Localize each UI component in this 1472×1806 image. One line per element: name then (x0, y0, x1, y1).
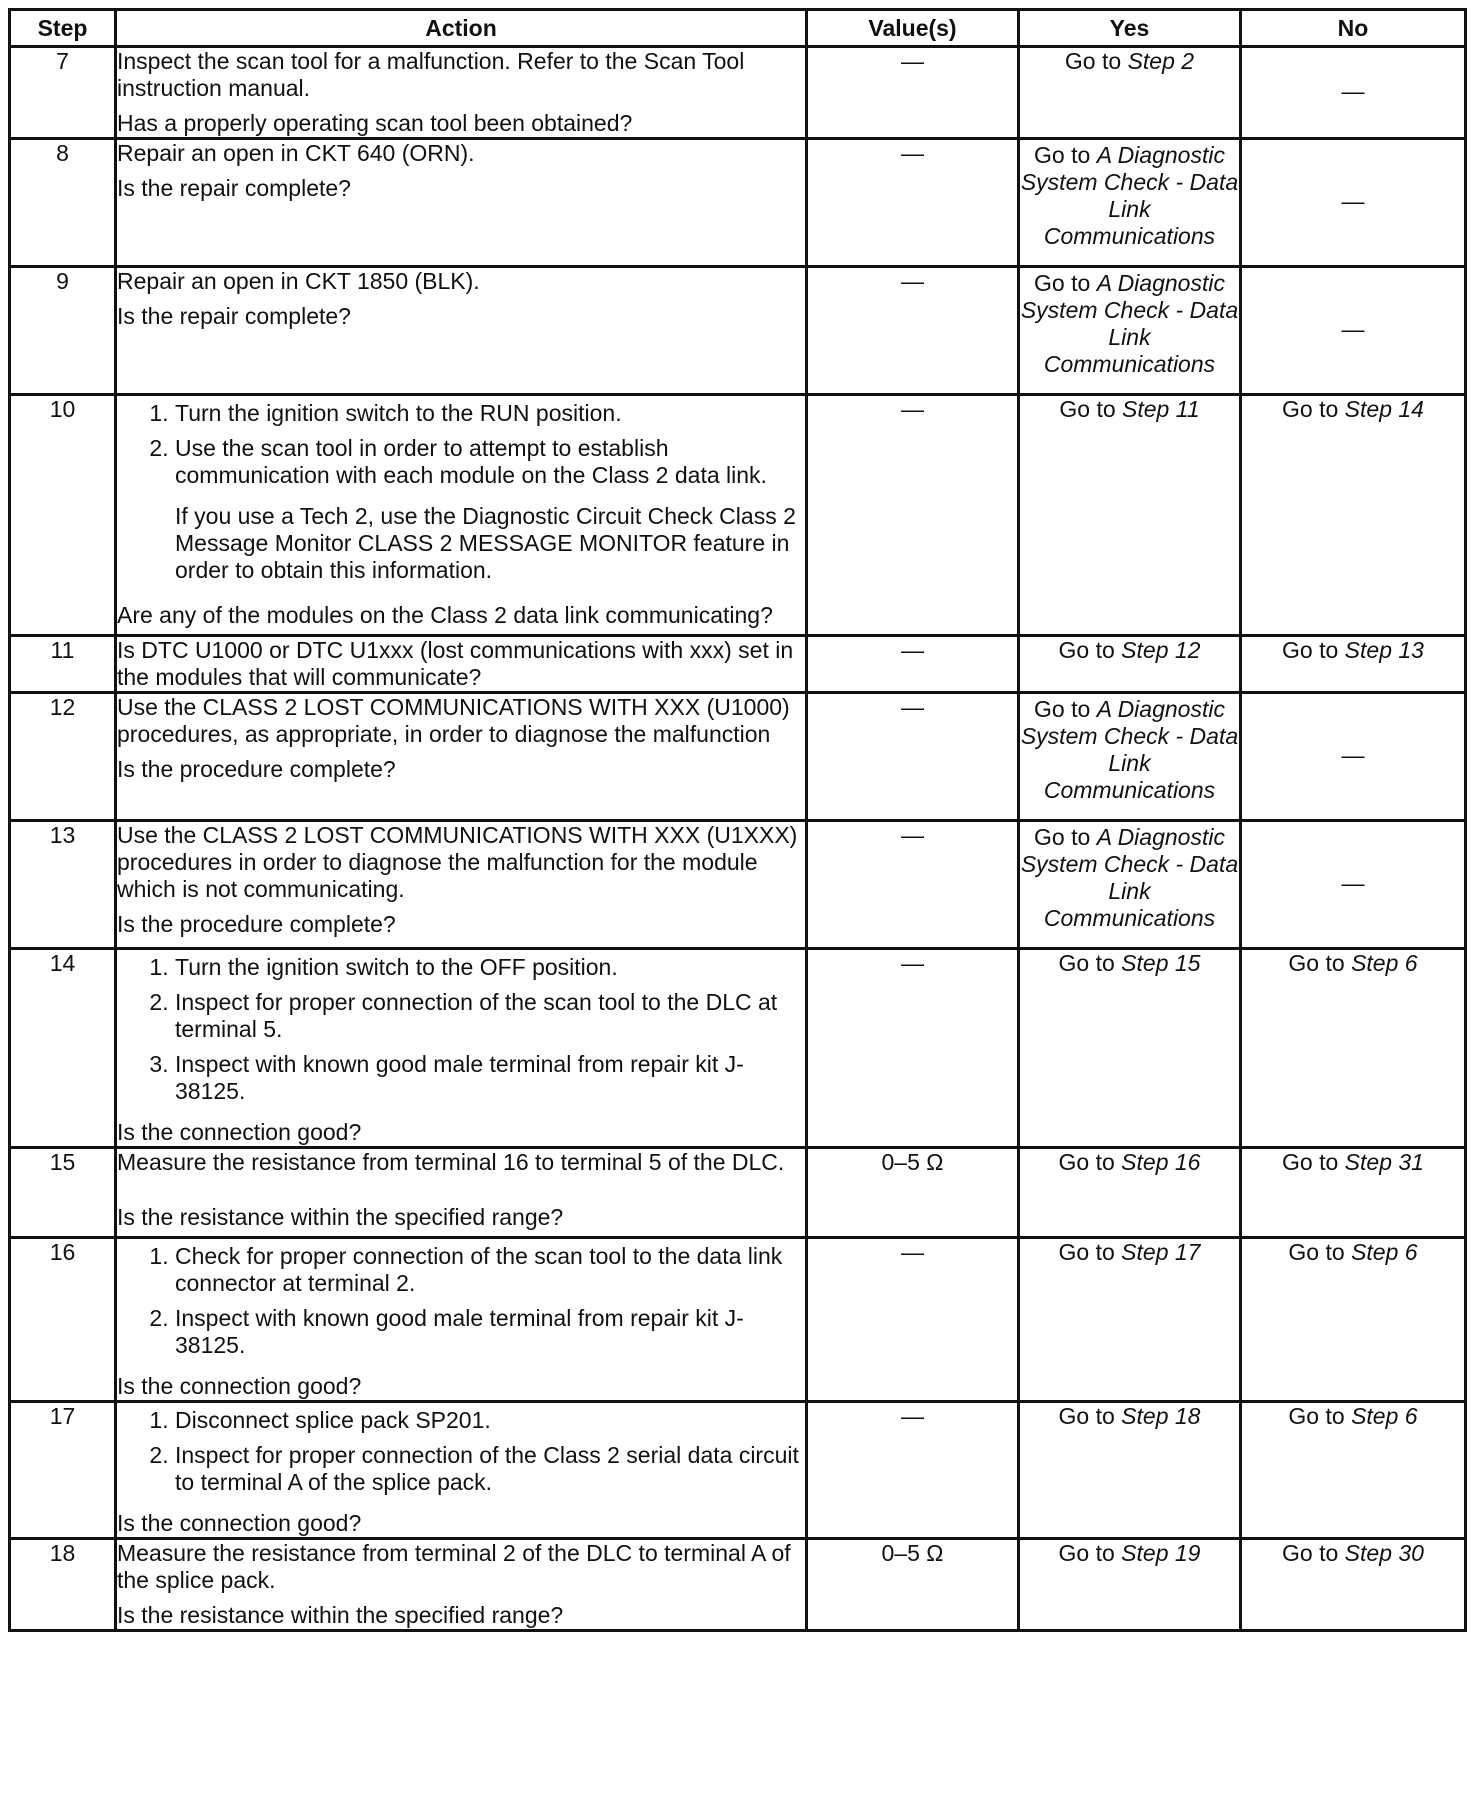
no-answer (1242, 950, 1464, 979)
action-cell (116, 395, 807, 636)
yes-answer-prefix: Go to (1058, 1149, 1122, 1175)
no-answer-prefix: Go to (1282, 637, 1345, 663)
no-answer-target[interactable]: Step 6 (1351, 1239, 1418, 1265)
yes-answer (1020, 268, 1239, 378)
step-number: 7 (10, 47, 116, 139)
action-numbered-list (117, 954, 805, 1113)
no-answer (1242, 742, 1464, 771)
no-answer-prefix: Go to (1282, 1149, 1345, 1175)
yes-answer-text (1020, 1149, 1239, 1176)
action-content (117, 396, 805, 629)
no-cell (1241, 949, 1466, 1148)
action-cell (116, 821, 807, 949)
yes-answer-prefix: Go to (1034, 142, 1097, 168)
step-number: 16 (10, 1238, 116, 1402)
no-answer-prefix: Go to (1288, 950, 1352, 976)
yes-answer-prefix: Go to (1058, 637, 1122, 663)
no-cell (1241, 1539, 1466, 1631)
no-cell (1241, 1148, 1466, 1238)
step-number: 14 (10, 949, 116, 1148)
yes-answer-target[interactable]: Step 12 (1121, 637, 1201, 663)
value-cell: — (807, 949, 1019, 1148)
action-content (117, 1403, 805, 1537)
yes-answer (1020, 822, 1239, 932)
step-number: 8 (10, 139, 116, 267)
no-cell (1241, 1238, 1466, 1402)
yes-cell (1019, 267, 1241, 395)
step-number: 10 (10, 395, 116, 636)
action-text: Inspect the scan tool for a malfunction. Refer to the Scan Tool instruction manual. (117, 48, 745, 101)
no-cell (1241, 139, 1466, 267)
yes-cell (1019, 821, 1241, 949)
header-values: Value(s) (807, 10, 1019, 47)
yes-cell (1019, 395, 1241, 636)
yes-answer-text (1020, 1403, 1239, 1430)
yes-answer (1020, 140, 1239, 250)
action-text: Measure the resistance from terminal 16 to terminal 5 of the DLC. (117, 1149, 785, 1175)
action-cell (116, 47, 807, 139)
value-cell: — (807, 693, 1019, 821)
no-answer-prefix: Go to (1288, 1239, 1352, 1265)
no-cell (1241, 395, 1466, 636)
action-text: Repair an open in CKT 640 (ORN). (117, 140, 475, 166)
yes-answer-text (1020, 142, 1239, 250)
no-answer-text (1242, 637, 1464, 664)
yes-answer-prefix: Go to (1058, 1540, 1122, 1566)
yes-answer-text (1020, 1239, 1239, 1266)
value-cell: 0–5 Ω (807, 1148, 1019, 1238)
yes-cell (1019, 693, 1241, 821)
yes-answer-prefix: Go to (1064, 48, 1128, 74)
action-cell (116, 139, 807, 267)
step-number: 18 (10, 1539, 116, 1631)
action-content (117, 1239, 805, 1400)
action-cell (116, 1148, 807, 1238)
no-answer-text (1242, 1403, 1464, 1430)
yes-answer-target[interactable]: A Diagnostic System Check - Data Link Communications (1020, 142, 1239, 249)
action-content (117, 694, 805, 814)
no-dash: — (1341, 742, 1365, 768)
diagnostic-table (8, 8, 1467, 1632)
no-dash: — (1341, 188, 1365, 214)
action-cell (116, 1402, 807, 1539)
value-cell: — (807, 1238, 1019, 1402)
yes-answer-prefix: Go to (1059, 396, 1123, 422)
no-answer-text (1242, 870, 1464, 897)
yes-answer (1020, 396, 1239, 425)
table-body (10, 47, 1466, 1631)
action-question: Is the repair complete? (117, 175, 351, 201)
yes-answer-prefix: Go to (1034, 270, 1097, 296)
table-row (10, 1402, 1466, 1539)
action-content (117, 950, 805, 1146)
yes-answer-prefix: Go to (1034, 824, 1097, 850)
step-number: 9 (10, 267, 116, 395)
no-answer (1242, 1403, 1464, 1432)
action-question: Is the connection good? (117, 1119, 362, 1145)
yes-answer-target[interactable]: Step 16 (1121, 1149, 1201, 1175)
no-cell (1241, 1402, 1466, 1539)
value-cell: — (807, 821, 1019, 949)
table-row (10, 47, 1466, 139)
table-row (10, 395, 1466, 636)
value-cell: — (807, 267, 1019, 395)
action-question: Is the resistance within the specified range? (117, 1602, 564, 1628)
no-answer-text (1242, 396, 1464, 423)
action-list-item: 2. Inspect for proper connection of the scan tool to the DLC at terminal 5. (175, 989, 805, 1043)
yes-answer-target[interactable]: A Diagnostic System Check - Data Link Communications (1020, 696, 1239, 803)
table-row (10, 693, 1466, 821)
no-dash: — (1341, 870, 1365, 896)
action-cell (116, 636, 807, 693)
action-numbered-list (117, 400, 805, 497)
no-answer (1242, 316, 1464, 345)
no-answer-text (1242, 78, 1464, 105)
step-number: 17 (10, 1402, 116, 1539)
action-text: Use the CLASS 2 LOST COMMUNICATIONS WITH XXX (U1000) procedures, as appropriate, in order to diagnose the malfunction (117, 694, 790, 747)
yes-answer-text (1020, 950, 1239, 977)
no-cell (1241, 636, 1466, 693)
yes-cell (1019, 1148, 1241, 1238)
no-answer (1242, 1239, 1464, 1268)
yes-answer (1020, 1403, 1239, 1432)
yes-answer-text (1020, 696, 1239, 804)
action-text: Measure the resistance from terminal 2 of the DLC to terminal A of the splice pack. (117, 1540, 791, 1593)
no-answer-text (1242, 316, 1464, 343)
action-question: Is the procedure complete? (117, 756, 396, 782)
action-text: Use the CLASS 2 LOST COMMUNICATIONS WITH XXX (U1XXX) procedures in order to diagnose the malfunction for the module which is not communicating. (117, 822, 798, 902)
no-answer-target[interactable]: Step 31 (1344, 1149, 1424, 1175)
step-number: 15 (10, 1148, 116, 1238)
no-answer (1242, 870, 1464, 899)
action-content (117, 822, 805, 942)
no-dash: — (1341, 78, 1365, 104)
table-row (10, 267, 1466, 395)
no-answer-text (1242, 1540, 1464, 1567)
action-content (117, 1149, 805, 1231)
no-dash: — (1341, 316, 1365, 342)
table-row (10, 139, 1466, 267)
header-no: No (1241, 10, 1466, 47)
yes-answer-target[interactable]: A Diagnostic System Check - Data Link Communications (1020, 824, 1239, 931)
yes-answer-target[interactable]: Step 19 (1121, 1540, 1201, 1566)
step-number: 11 (10, 636, 116, 693)
no-cell (1241, 821, 1466, 949)
yes-answer-target[interactable]: Step 11 (1122, 396, 1200, 422)
step-number: 12 (10, 693, 116, 821)
action-note: If you use a Tech 2, use the Diagnostic Circuit Check Class 2 Message Monitor CLASS 2 MESSAGE MONITOR feature in order to obtain this information. (175, 503, 796, 583)
no-cell (1241, 47, 1466, 139)
action-numbered-list (117, 1407, 805, 1504)
action-list-item: 1. Check for proper connection of the scan tool to the data link connector at terminal 2. (175, 1243, 805, 1297)
header-yes: Yes (1019, 10, 1241, 47)
yes-answer-target[interactable]: Step 17 (1121, 1239, 1201, 1265)
value-cell: 0–5 Ω (807, 1539, 1019, 1631)
no-answer-prefix: Go to (1282, 1540, 1345, 1566)
no-answer-prefix: Go to (1282, 396, 1345, 422)
no-answer-text (1242, 742, 1464, 769)
no-answer (1242, 188, 1464, 217)
action-cell (116, 949, 807, 1148)
yes-answer-prefix: Go to (1034, 696, 1097, 722)
no-answer-text (1242, 1239, 1464, 1266)
action-question: Is the procedure complete? (117, 911, 396, 937)
action-content (117, 1540, 805, 1629)
no-answer-target[interactable]: Step 14 (1344, 396, 1424, 422)
no-answer-target[interactable]: Step 13 (1344, 637, 1424, 663)
action-cell (116, 1238, 807, 1402)
yes-answer-text (1020, 270, 1239, 378)
action-list-item: 2. Inspect with known good male terminal from repair kit J-38125. (175, 1305, 805, 1359)
yes-answer (1020, 1149, 1239, 1178)
action-list-item: 3. Inspect with known good male terminal from repair kit J-38125. (175, 1051, 805, 1105)
action-content (117, 637, 805, 691)
yes-answer-prefix: Go to (1058, 1239, 1122, 1265)
yes-answer-text (1020, 1540, 1239, 1567)
yes-answer (1020, 950, 1239, 979)
no-answer-prefix: Go to (1288, 1403, 1352, 1429)
step-number: 13 (10, 821, 116, 949)
no-answer-target[interactable]: Step 30 (1344, 1540, 1424, 1566)
action-list-item: 1. Turn the ignition switch to the RUN position. (175, 400, 805, 427)
value-cell: — (807, 1402, 1019, 1539)
yes-answer-prefix: Go to (1058, 950, 1122, 976)
action-content (117, 140, 805, 260)
action-question: Is the connection good? (117, 1510, 362, 1536)
action-question: Is the resistance within the specified range? (117, 1204, 564, 1230)
yes-answer (1020, 694, 1239, 804)
no-answer-target[interactable]: Step 6 (1351, 1403, 1418, 1429)
no-answer (1242, 637, 1464, 666)
no-cell (1241, 267, 1466, 395)
action-content (117, 268, 805, 388)
value-cell: — (807, 139, 1019, 267)
yes-answer-text (1020, 637, 1239, 664)
action-question: Is the connection good? (117, 1373, 362, 1399)
header-step: Step (10, 10, 116, 47)
table-row (10, 821, 1466, 949)
yes-cell (1019, 949, 1241, 1148)
yes-answer-text (1020, 396, 1239, 423)
table-row (10, 949, 1466, 1148)
table-row (10, 636, 1466, 693)
action-cell (116, 1539, 807, 1631)
value-cell: — (807, 395, 1019, 636)
yes-answer (1020, 48, 1239, 77)
no-answer-text (1242, 188, 1464, 215)
no-answer-text (1242, 1149, 1464, 1176)
yes-answer-target[interactable]: Step 15 (1121, 950, 1201, 976)
no-answer (1242, 396, 1464, 425)
action-cell (116, 693, 807, 821)
action-list-item: 1. Turn the ignition switch to the OFF position. (175, 954, 805, 981)
yes-answer (1020, 1540, 1239, 1569)
yes-cell (1019, 1539, 1241, 1631)
action-question: Has a properly operating scan tool been obtained? (117, 110, 633, 136)
yes-answer-target[interactable]: Step 18 (1121, 1403, 1201, 1429)
action-text: Repair an open in CKT 1850 (BLK). (117, 268, 480, 294)
yes-answer-target[interactable]: Step 2 (1127, 48, 1195, 74)
yes-answer-text (1020, 824, 1239, 932)
table-row (10, 1238, 1466, 1402)
yes-cell (1019, 1238, 1241, 1402)
action-question: Is DTC U1000 or DTC U1xxx (lost communications with xxx) set in the modules that will communicate? (117, 637, 794, 690)
action-numbered-list (117, 1243, 805, 1367)
header-action: Action (116, 10, 807, 47)
yes-cell (1019, 139, 1241, 267)
header-row (10, 10, 1466, 47)
table-row (10, 1539, 1466, 1631)
action-question: Are any of the modules on the Class 2 data link communicating? (117, 602, 773, 628)
yes-answer (1020, 637, 1239, 666)
yes-answer-text (1020, 48, 1239, 75)
value-cell: — (807, 636, 1019, 693)
no-cell (1241, 693, 1466, 821)
action-list-item: 2. Inspect for proper connection of the Class 2 serial data circuit to terminal A of the splice pack. (175, 1442, 805, 1496)
yes-answer (1020, 1239, 1239, 1268)
action-content (117, 48, 805, 137)
action-list-item: 1. Disconnect splice pack SP201. (175, 1407, 805, 1434)
no-answer (1242, 1540, 1464, 1569)
yes-answer-prefix: Go to (1058, 1403, 1122, 1429)
action-list-item: 2. Use the scan tool in order to attempt to establish communication with each module on the Class 2 data link. (175, 435, 805, 489)
no-answer (1242, 78, 1464, 107)
yes-cell (1019, 1402, 1241, 1539)
table-row (10, 1148, 1466, 1238)
action-question: Is the repair complete? (117, 303, 351, 329)
no-answer-text (1242, 950, 1464, 977)
yes-cell (1019, 47, 1241, 139)
value-cell: — (807, 47, 1019, 139)
no-answer-target[interactable]: Step 6 (1351, 950, 1418, 976)
yes-answer-target[interactable]: A Diagnostic System Check - Data Link Communications (1020, 270, 1239, 377)
yes-cell (1019, 636, 1241, 693)
no-answer (1242, 1149, 1464, 1178)
action-cell (116, 267, 807, 395)
